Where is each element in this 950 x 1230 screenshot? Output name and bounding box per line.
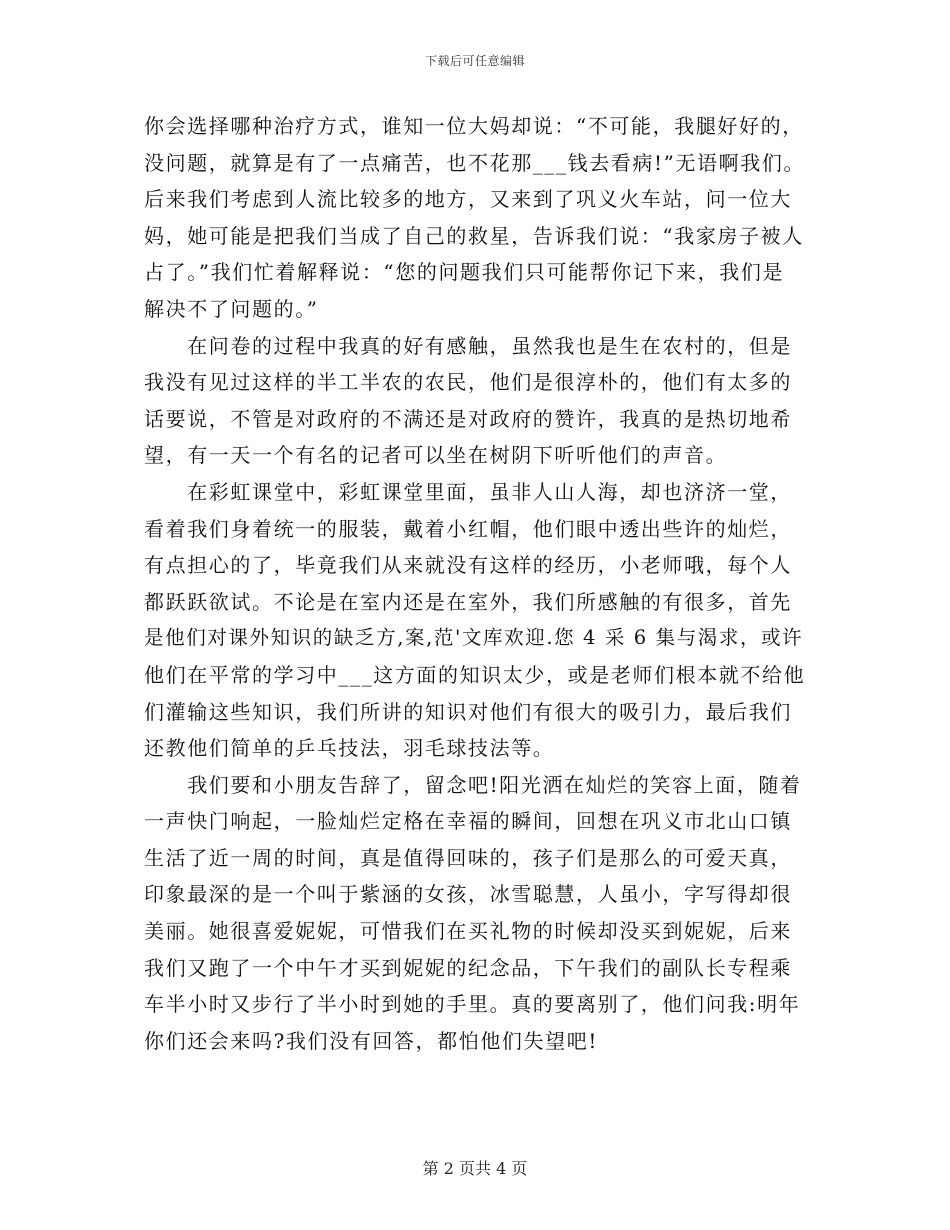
text-line: 话要说，不管是对政府的不满还是对政府的赞许，我真的是热切地希 — [144, 406, 792, 431]
paragraph-start-line: 我们要和小朋友告辞了，留念吧!阳光洒在灿烂的笑容上面，随着 — [144, 772, 802, 797]
text-line: 印象最深的是一个叫于紫涵的女孩，冰雪聪慧，人虽小，字写得却很 — [144, 882, 792, 907]
text-line: 占了。”我们忙着解释说：“您的问题我们只可能帮你记下来，我们是 — [144, 260, 785, 285]
text-line: 都跃跃欲试。不论是在室内还是在室外，我们所感触的有很多，首先 — [144, 589, 792, 614]
paragraph-start-line: 在问卷的过程中我真的好有感触，虽然我也是生在农村的，但是 — [144, 333, 792, 358]
text-line: 我没有见过这样的半工半农的农民，他们是很淳朴的，他们有太多的 — [144, 370, 792, 395]
text-line: 我们又跑了一个中午才买到妮妮的纪念品，下午我们的副队长专程乘 — [144, 955, 792, 980]
text-line: 后来我们考虑到人流比较多的地方，又来到了巩义火车站，问一位大 — [144, 187, 792, 212]
text-line: 他们在平常的学习中___这方面的知识太少，或是老师们根本就不给他 — [144, 662, 806, 687]
text-line: 生活了近一周的时间，真是值得回味的，孩子们是那么的可爱天真， — [144, 845, 792, 870]
text-line: 有点担心的了，毕竟我们从来就没有这样的经历，小老师哦，每个人 — [144, 553, 792, 578]
page-number: 第 2 页共 4 页 — [422, 1159, 528, 1178]
text-line: 是他们对课外知识的缺乏方,案,范'文库欢迎.您 4 采 6 集与渴求，或许 — [144, 626, 804, 650]
text-line: 们灌输这些知识，我们所讲的知识对他们有很大的吸引力，最后我们 — [144, 699, 792, 724]
text-line: 没问题，就算是有了一点痛苦，也不花那___钱去看病!”无语啊我们。 — [144, 150, 806, 175]
text-line: 美丽。她很喜爱妮妮，可惜我们在买礼物的时候却没买到妮妮，后来 — [144, 919, 792, 944]
text-line: 看着我们身着统一的服装，戴着小红帽，他们眼中透出些许的灿烂， — [144, 516, 792, 541]
text-line: 你会选择哪种治疗方式，谁知一位大妈却说：“不可能，我腿好好的， — [144, 114, 804, 138]
text-line: 解决不了问题的。” — [144, 296, 319, 321]
text-line: 你们还会来吗?我们没有回答，都怕他们失望吧! — [144, 1028, 598, 1053]
document-body — [144, 108, 810, 1059]
text-line: 还教他们简单的乒乓技法，羽毛球技法等。 — [144, 736, 555, 761]
page-header: 下载后可任意编辑 — [424, 54, 525, 68]
text-line: 妈，她可能是把我们当成了自己的救星，告诉我们说：“我家房子被人 — [144, 223, 804, 248]
text-line: 望，有一天一个有名的记者可以坐在树阴下听听他们的声音。 — [144, 443, 728, 468]
text-line: 车半小时又步行了半小时到她的手里。真的要离别了，他们问我:明年 — [144, 992, 801, 1017]
text-line: 一声快门响起，一脸灿烂定格在幸福的瞬间，回想在巩义市北山口镇 — [144, 809, 792, 834]
paragraph-start-line: 在彩虹课堂中，彩虹课堂里面，虽非人山人海，却也济济一堂， — [144, 479, 792, 504]
